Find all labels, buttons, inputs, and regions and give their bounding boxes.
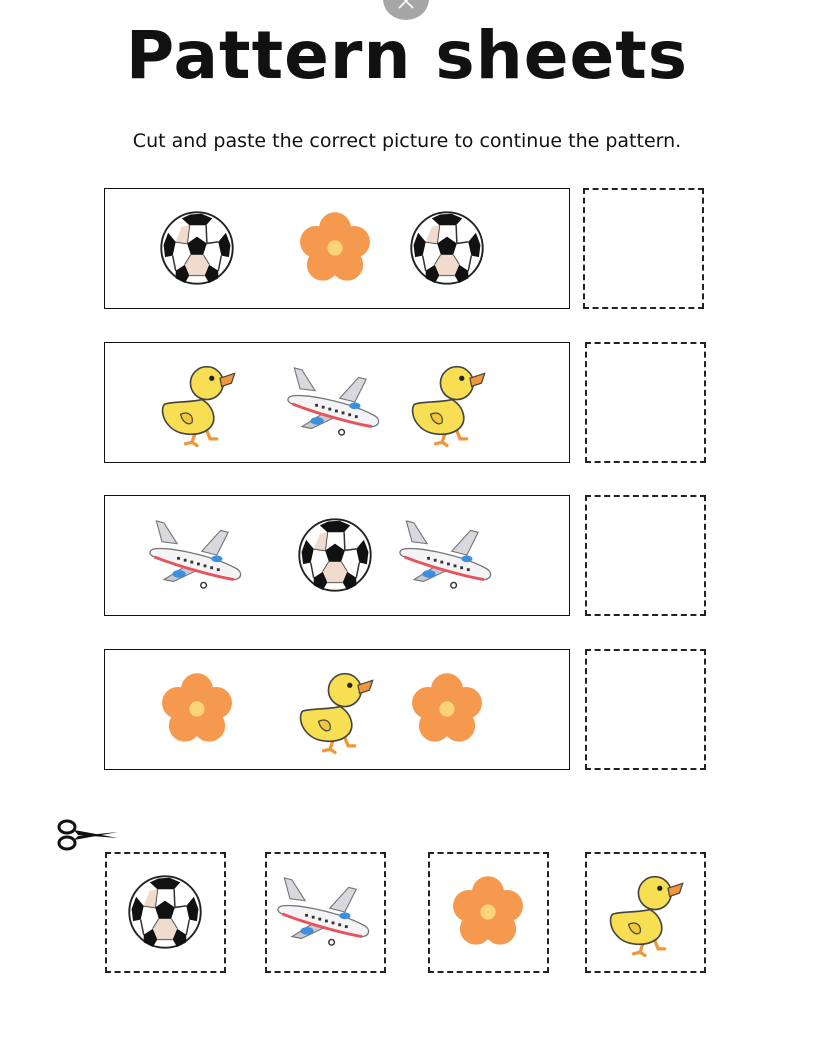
answer-slot[interactable]	[585, 342, 706, 463]
soccer-ball-icon	[159, 210, 235, 290]
flower-icon	[159, 671, 235, 751]
pattern-row	[104, 649, 570, 770]
duck-icon	[604, 866, 686, 962]
pattern-row	[104, 342, 570, 463]
cutout-card[interactable]	[428, 852, 549, 973]
soccer-ball-icon	[409, 210, 485, 290]
flower-icon	[297, 210, 373, 290]
scissors-icon	[56, 816, 122, 854]
cutout-card[interactable]	[585, 852, 706, 973]
pattern-row	[104, 188, 570, 309]
soccer-ball-icon	[127, 874, 203, 954]
airplane-icon	[273, 874, 377, 954]
flower-icon	[450, 874, 526, 954]
instructions: Cut and paste the correct picture to continue the pattern.	[132, 130, 682, 152]
cutout-card[interactable]	[265, 852, 386, 973]
answer-slot[interactable]	[585, 649, 706, 770]
airplane-icon	[395, 517, 499, 597]
soccer-ball-icon	[297, 517, 373, 597]
airplane-icon	[283, 364, 387, 444]
airplane-icon	[145, 517, 249, 597]
cutout-card[interactable]	[105, 852, 226, 973]
page-title: Pattern sheets	[125, 17, 689, 94]
duck-icon	[294, 663, 376, 759]
duck-icon	[156, 356, 238, 452]
answer-slot[interactable]	[583, 188, 704, 309]
pattern-row	[104, 495, 570, 616]
close-icon	[396, 0, 416, 10]
duck-icon	[406, 356, 488, 452]
flower-icon	[409, 671, 485, 751]
answer-slot[interactable]	[585, 495, 706, 616]
